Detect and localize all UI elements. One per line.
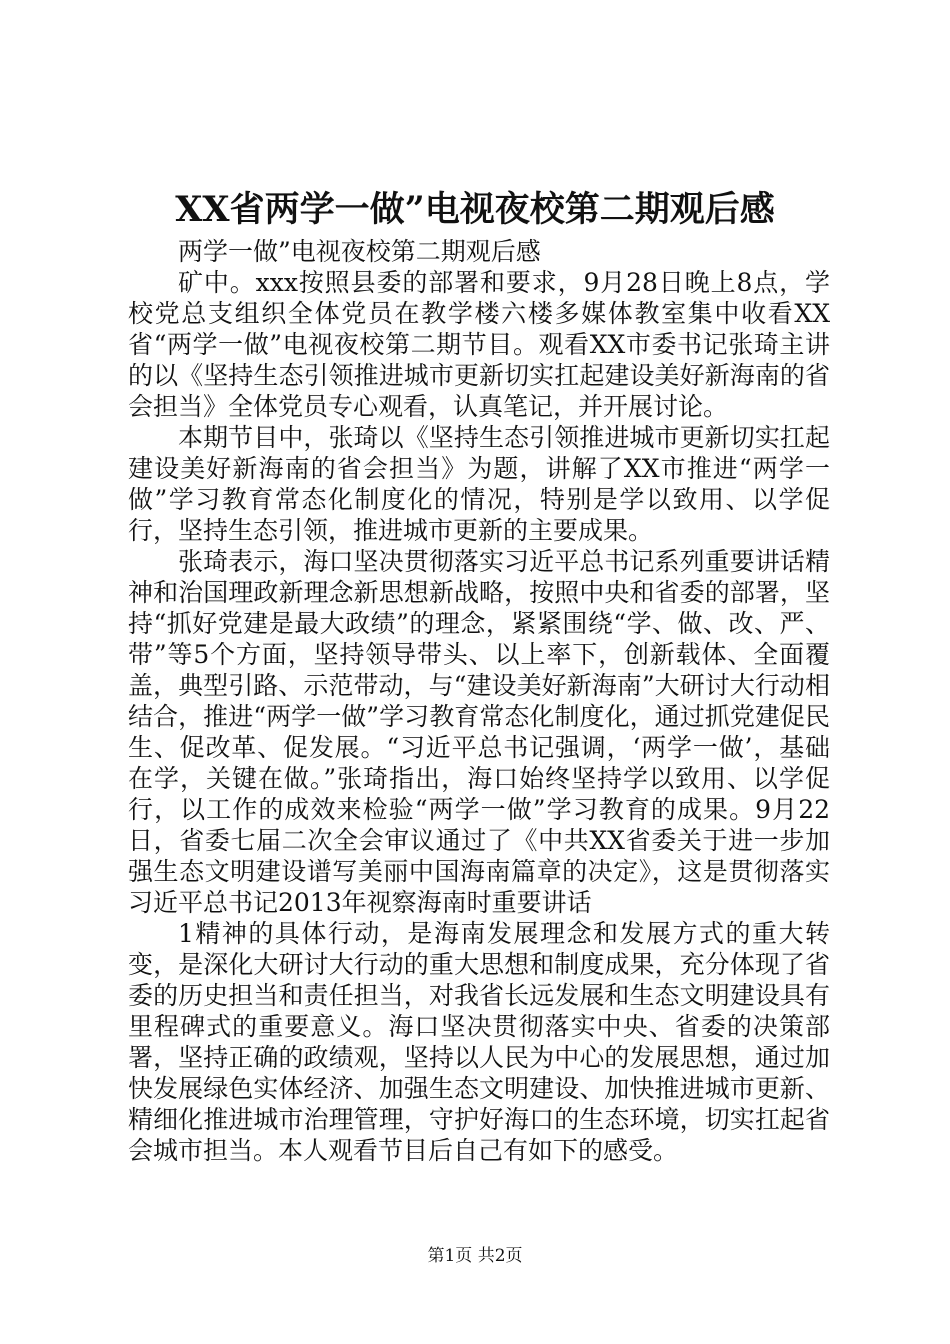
paragraph-subtitle: 两学一做”电视夜校第二期观后感 xyxy=(178,237,541,266)
paragraph-1: 矿中。xxx按照县委的部署和要求，9月28日晚上8点，学校党总支组织全体党员在教学楼六楼多媒体教室集中收看XX省“两学一做”电视夜校第二期节目。观看XX市委书记张琦主讲的以《坚持生态引领推进城市更新切实扛起建设美好新海南的省会担当》全体党员专心观看，认真笔记，并开展讨论。 xyxy=(128,268,830,421)
page-number-footer: 第1页 共2页 xyxy=(427,1246,523,1266)
paragraph-3: 张琦表示，海口坚决贯彻落实习近平总书记系列重要讲话精神和治国理政新理念新思想新战略，按照中央和省委的部署，坚持“抓好党建是最大政绩”的理念，紧紧围绕“学、做、改、严、带”等5个方面，坚持领导带头、以上率下，创新载体、全面覆盖，典型引路、示范带动，与“建设美好新海南”大研讨大行动相结合，推进“两学一做”学习教育常态化制度化，通过抓党建促民生、促改革、促发展。“习近平总书记强调，‘两学一做’，基础在学，关键在做。”张琦指出，海口始终坚持学以致用、以学促行，以工作的成效来检验“两学一做”学习教育的成果。9月22日，省委七届二次全会审议通过了《中共XX省委关于进一步加强生态文明建设谱写美丽中国海南篇章的决定》，这是贯彻落实习近平总书记2013年视察海南时重要讲话 xyxy=(128,547,830,917)
paragraph-4: 1精神的具体行动，是海南发展理念和发展方式的重大转变，是深化大研讨大行动的重大思想和制度成果，充分体现了省委的历史担当和责任担当，对我省长远发展和生态文明建设具有里程碑式的重要意义。海口坚决贯彻落实中央、省委的决策部署，坚持正确的政绩观，坚持以人民为中心的发展思想，通过加快发展绿色实体经济、加强生态文明建设、加快推进城市更新、精细化推进城市治理管理，守护好海口的生态环境，切实扛起省会城市担当。本人观看节目后自己有如下的感受。 xyxy=(128,919,830,1165)
document-title: XX省两学一做”电视夜校第二期观后感 xyxy=(175,189,775,230)
document-body xyxy=(128,236,830,1166)
paragraph-2: 本期节目中，张琦以《坚持生态引领推进城市更新切实扛起建设美好新海南的省会担当》为题，讲解了XX市推进“两学一做”学习教育常态化制度化的情况，特别是学以致用、以学促行，坚持生态引领，推进城市更新的主要成果。 xyxy=(128,423,830,545)
